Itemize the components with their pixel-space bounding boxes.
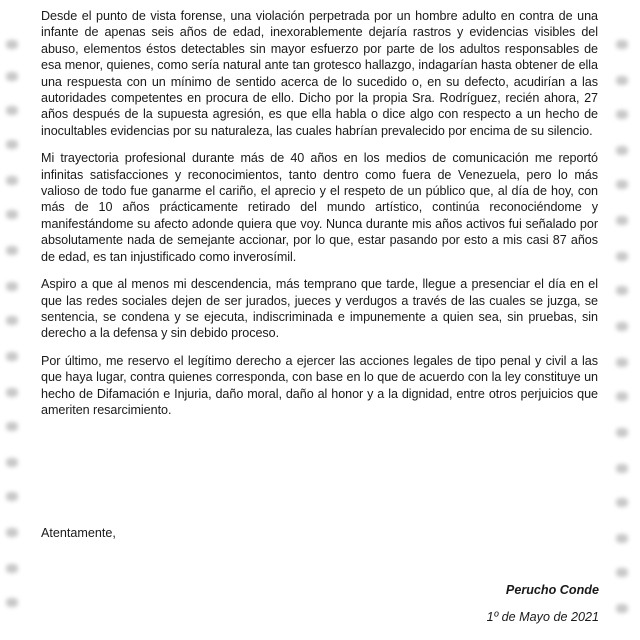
left-margin-marks bbox=[6, 20, 20, 620]
signature-name: Perucho Conde bbox=[505, 583, 599, 597]
paragraph-forensic: Desde el punto de vista forense, una violación perpetrada por un hombre adulto en contra de una infante de apenas seis años de edad, inexorablemente dejaría rastros y evidencias visibles del abuso, elementos éstos detectables sin mayor esfuerzo por parte de los adultos responsables de esa menor, quienes, como sería natural ante tan grotesco hallazgo, indagarían hasta obtener de ella una respuesta con un mínimo de sentido acerca de lo sucedido o, en su defecto, acudirían a las autoridades competentes en procura de ello. Dicho por la propia Sra. Rodríguez, recién ahora, 27 años después de la supuesta agresión, es que ella habla o dice algo con respecto a un hecho de inocultables evidencias por su naturaleza, las cuales habrían prevalecido por encima de su silencio. bbox=[41, 9, 598, 138]
paragraph-legal-actions: Por último, me reservo el legítimo derecho a ejercer las acciones legales de tipo penal y civil a las que haya lugar, contra quienes corresponda, con base en lo que de acuerdo con la ley constituye un hecho de Difamación e Injuria, daño moral, daño al honor y a la dignidad, entre otros perjuicios que ameriten resarcimiento. bbox=[41, 353, 598, 417]
paragraph-social-media: Aspiro a que al menos mi descendencia, más temprano que tarde, llegue a presenciar el día en el que las redes sociales dejen de ser jurados, jueces y verdugos a través de las cuales se juzga, se sentencia, se condena y se ejecuta, indiscriminada e impunemente a quien sea, sin pruebas, sin derecho a la defensa y sin debido proceso. bbox=[41, 277, 598, 341]
right-margin-marks bbox=[616, 20, 630, 620]
letter-date: 1º de Mayo de 2021 bbox=[486, 610, 599, 624]
closing-salutation: Atentamente, bbox=[41, 526, 116, 540]
letter-body bbox=[41, 8, 598, 429]
paragraph-career: Mi trayectoria profesional durante más de 40 años en los medios de comunicación me reportó infinitas satisfacciones y reconocimientos, tanto dentro como fuera de Venezuela, pero lo más valioso de todo fue ganarme el cariño, el aprecio y el respeto de un público que, al día de hoy, con más de 10 años prácticamente retirado del mundo artístico, continúa reconociéndome y manifestándome su afecto adonde quiera que voy. Nunca durante mis años activos fui señalado por absolutamente nada de semejante accionar, por lo que, estar pasando por esto a mis casi 87 años de edad, es tan injustificado como inverosímil. bbox=[41, 151, 598, 264]
